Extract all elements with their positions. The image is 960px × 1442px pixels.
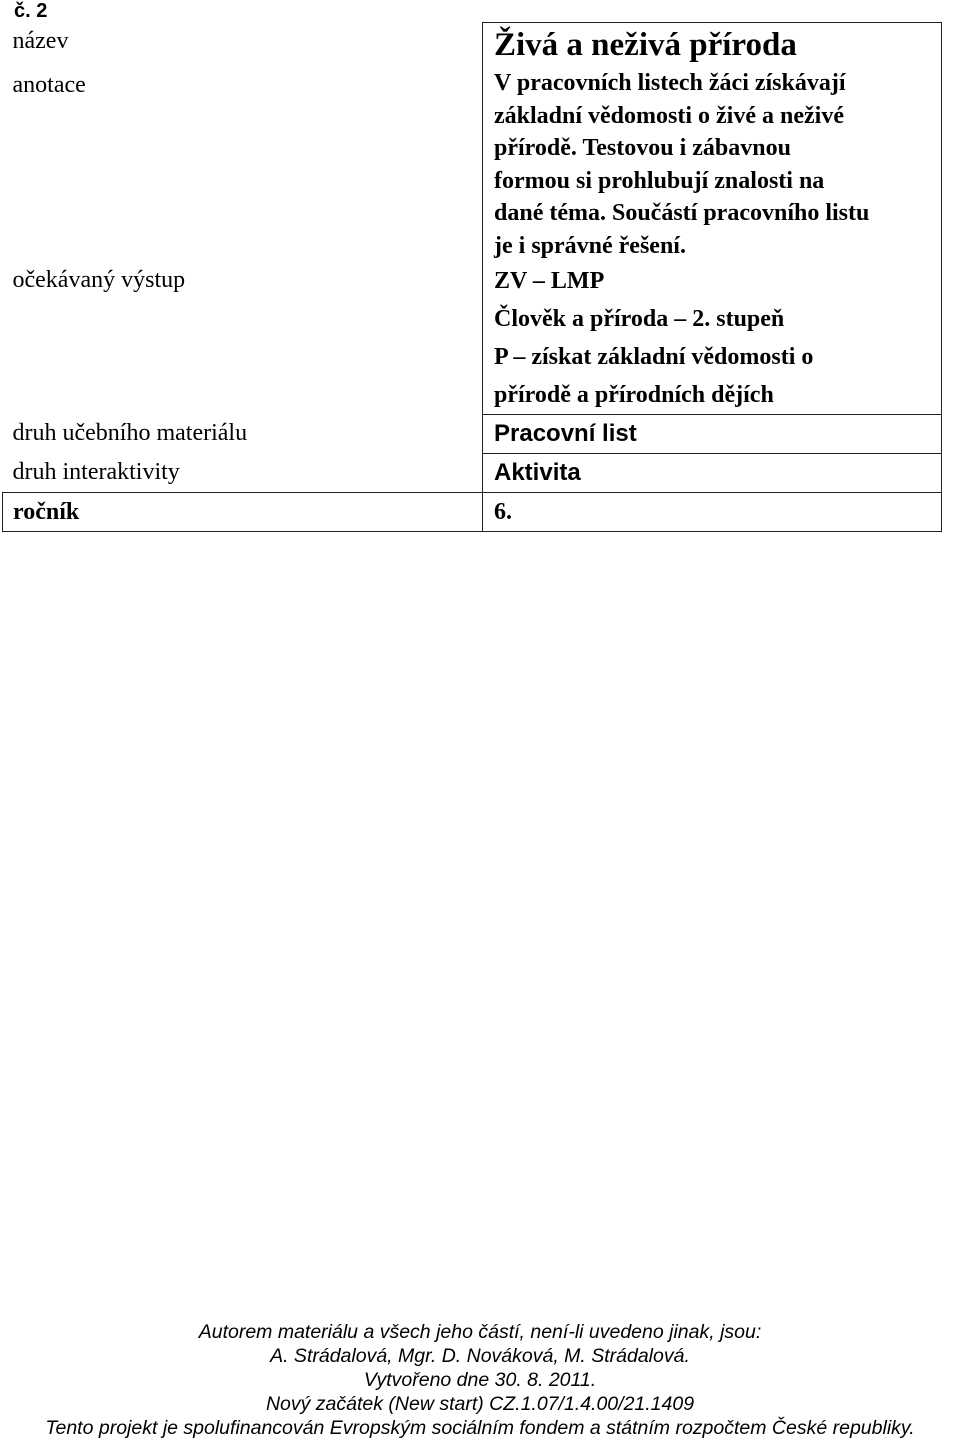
footer-line: Vytvořeno dne 30. 8. 2011. — [363, 1369, 597, 1391]
table-row-interactivity — [3, 454, 942, 493]
metadata-table — [2, 22, 942, 532]
interactivity-value: Aktivita — [494, 459, 581, 486]
footer-line: Nový začátek (New start) CZ.1.07/1.4.00/21.1409 — [265, 1393, 695, 1415]
row-label-annotation: anotace — [12, 72, 86, 98]
annotation-line: základní vědomosti o živé a neživé — [494, 102, 844, 129]
footer-credits — [0, 1320, 960, 1440]
document-number: č. 2 — [14, 0, 48, 22]
row-label-interactivity: druh interaktivity — [12, 458, 180, 485]
annotation-line: je i správné řešení. — [494, 232, 686, 259]
annotation-line: přírodě. Testovou i zábavnou — [494, 135, 791, 161]
outcome-line: P – získat základní vědomosti o — [494, 344, 814, 370]
row-label-title: název — [12, 27, 69, 54]
row-label-expected-outcome: očekávaný výstup — [12, 267, 186, 293]
footer-line: Autorem materiálu a všech jeho částí, není-li uvedeno jinak, jsou: — [198, 1321, 762, 1343]
outcome-line: přírodě a přírodních dějích — [494, 382, 774, 408]
footer-line: A. Strádalová, Mgr. D. Nováková, M. Strádalová. — [270, 1345, 690, 1367]
row-value-interactivity — [483, 454, 942, 493]
row-value-title: Živá a neživá příroda — [483, 23, 942, 68]
footer-line: Tento projekt je spolufinancován Evropským sociálním fondem a státním rozpočtem České republiky. — [45, 1417, 915, 1439]
row-label-grade: ročník — [3, 493, 483, 532]
row-value-expected-outcome — [483, 262, 942, 415]
row-value-material-type — [483, 415, 942, 454]
table-row-annotation — [3, 67, 942, 262]
annotation-line: formou si prohlubují znalosti na — [494, 167, 825, 194]
outcome-line: Člověk a příroda – 2. stupeň — [494, 306, 785, 332]
table-row-title — [3, 23, 942, 68]
material-type-value: Pracovní list — [494, 420, 637, 447]
annotation-line: V pracovních listech žáci získávají — [494, 70, 846, 96]
row-value-annotation — [483, 67, 942, 262]
table-row-expected-outcome — [3, 262, 942, 415]
row-value-grade: 6. — [483, 493, 942, 532]
table-row-grade — [3, 493, 942, 532]
annotation-line: dané téma. Součástí pracovního listu — [494, 200, 870, 226]
row-label-material-type: druh učebního materiálu — [12, 419, 248, 446]
outcome-line: ZV – LMP — [494, 268, 605, 294]
table-row-material-type — [3, 415, 942, 454]
